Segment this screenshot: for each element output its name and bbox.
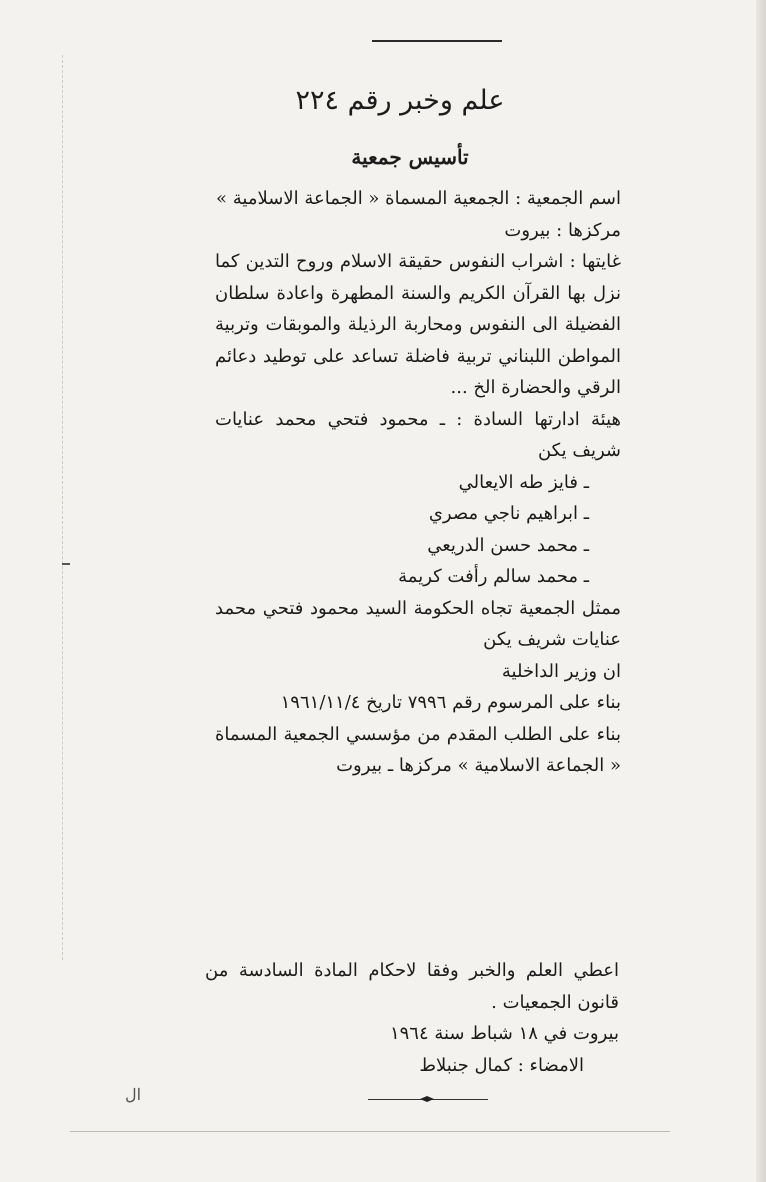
board-member: ـ فايز طه الايعالي	[458, 471, 589, 493]
minister-line: ان وزير الداخلية	[501, 660, 621, 682]
place-date: بيروت في ١٨ شباط سنة ١٩٦٤	[389, 1023, 619, 1044]
corner-mark: ال	[125, 1085, 142, 1104]
page-title: علم وخبر رقم ٢٢٤	[295, 85, 505, 116]
grant-statement: اعطي العلم والخبر وفقا لاحكام المادة السادسة من قانون الجمعيات .	[205, 960, 619, 1013]
footer-line	[70, 1131, 670, 1132]
decree-line: بناء على المرسوم رقم ٧٩٩٦ تاريخ ١٩٦١/١١/٤	[280, 692, 621, 713]
board-members-intro: هيئة ادارتها السادة : ـ محمود فتحي محمد عنايات شريف يكن	[215, 408, 621, 461]
board-member: ـ محمد سالم رأفت كريمة	[398, 566, 589, 587]
association-location: مركزها : بيروت	[504, 219, 621, 241]
association-purpose: غايتها : اشراب النفوس حقيقة الاسلام وروح التدين كما نزل بها القرآن الكريم والسنة المطهرة واعادة سلطان الفضيلة الى النفوس ومحاربة الرذيلة والموبقات وتربية المواطن اللبناني تربية فاضلة تساعد على توطيد دعائم الرقي والحضارة الخ ...	[215, 251, 621, 398]
page-subtitle: تأسيس جمعية	[351, 145, 469, 169]
document-body	[215, 183, 649, 782]
request-line: بناء على الطلب المقدم من مؤسسي الجمعية المسماة « الجماعة الاسلامية » مركزها ـ بيروت	[215, 723, 621, 776]
top-rule-divider	[372, 40, 502, 42]
board-member: ـ محمد حسن الدريعي	[427, 534, 589, 556]
signature-line: الامضاء : كمال جنبلاط	[419, 1054, 584, 1076]
ornament-diamond-icon	[420, 1096, 434, 1102]
association-name: اسم الجمعية : الجمعية المسماة « الجماعة الاسلامية »	[216, 188, 621, 209]
page-edge	[756, 0, 766, 1182]
board-member: ـ ابراهيم ناجي مصري	[428, 503, 589, 524]
signature-block	[205, 955, 639, 1081]
frame-line	[62, 55, 63, 960]
government-representative: ممثل الجمعية تجاه الحكومة السيد محمود فتحي محمد عنايات شريف يكن	[215, 597, 622, 650]
margin-tick	[62, 563, 70, 565]
document-header	[185, 80, 655, 190]
